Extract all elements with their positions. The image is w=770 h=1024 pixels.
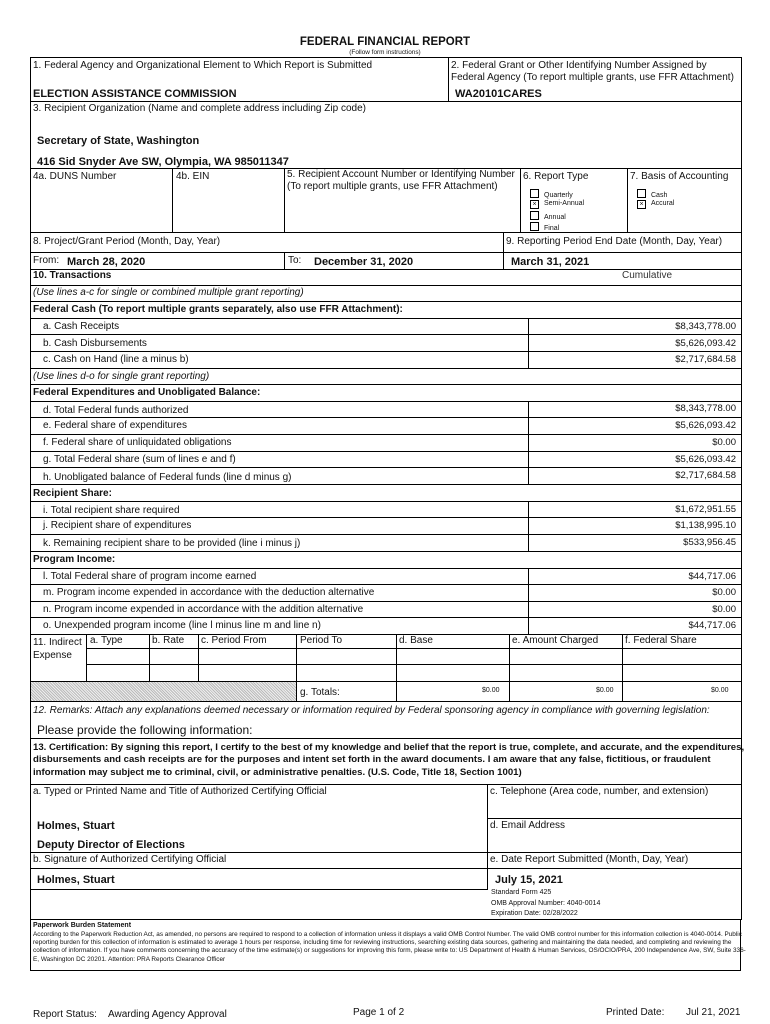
col-period-to: Period To: [300, 635, 343, 646]
box9-label: 9. Reporting Period End Date (Month, Day, Year): [506, 236, 723, 247]
checkbox-icon: [530, 222, 539, 231]
line-d-value: $8,343,778.00: [675, 403, 736, 414]
reporting-end-date: March 31, 2021: [511, 256, 590, 268]
sign-a-label: a. Typed or Printed Name and Title of Authorized Certifying Official: [33, 786, 327, 797]
box4a-label: 4a. DUNS Number: [33, 171, 117, 182]
program-income-heading: Program Income:: [33, 554, 116, 565]
line-o-label: o. Unexpended program income (line l minus line m and line n): [43, 620, 321, 631]
report-type-annual[interactable]: Annual: [530, 210, 566, 221]
line-n-value: $0.00: [712, 604, 736, 615]
line-a-label: a. Cash Receipts: [43, 321, 120, 332]
period-to: December 31, 2020: [314, 256, 414, 268]
col-rate: b. Rate: [152, 635, 185, 646]
box2-label-1: 2. Federal Grant or Other Identifying Number Assigned by: [451, 60, 707, 71]
period-to-label: To:: [288, 255, 302, 266]
line-l-value: $44,717.06: [688, 571, 736, 582]
col-period-from: c. Period From: [201, 635, 267, 646]
certification-text: 13. Certification: By signing this report, I certify to the best of my knowledge and belief that the report is true, complete, and accurate, and the expenditures, disbursements and cash receipts are for the purposes and intent set forth in the award documents. I am aware that any false, fictitious, or fraudulent information may subject me to criminal, civil, or administrative penalties. (U.S. Code, Title 18, Section 1001): [33, 742, 745, 778]
line-f-value: $0.00: [712, 437, 736, 448]
box8-label: 8. Project/Grant Period (Month, Day, Year): [33, 236, 221, 247]
box11-label-1: 11. Indirect: [33, 637, 82, 648]
line-i-label: i. Total recipient share required: [43, 505, 180, 516]
printed-date: Jul 21, 2021: [686, 1007, 741, 1018]
sign-e-label: e. Date Report Submitted (Month, Day, Year): [490, 854, 689, 865]
report-status-label: Report Status:: [33, 1009, 97, 1020]
shaded-area: [31, 682, 296, 701]
col-amount-charged: e. Amount Charged: [512, 635, 599, 646]
form-border-left: [30, 57, 31, 919]
line-j-value: $1,138,995.10: [675, 520, 736, 531]
col-base: d. Base: [399, 635, 433, 646]
checkbox-icon: [530, 211, 539, 220]
col-type: a. Type: [90, 635, 123, 646]
box3-label: 3. Recipient Organization (Name and complete address including Zip code): [33, 103, 366, 114]
remarks-text: Please provide the following information:: [37, 723, 253, 737]
basis-accrual[interactable]: × Accural: [637, 199, 674, 208]
line-m-label: m. Program income expended in accordance with the deduction alternative: [43, 587, 375, 598]
line-k-value: $533,956.45: [683, 537, 736, 548]
report-type-quarterly[interactable]: Quarterly: [530, 188, 573, 199]
box1-label: 1. Federal Agency and Organizational Element to Which Report is Submitted: [33, 60, 373, 71]
report-type-semi-annual[interactable]: × Semi-Annual: [530, 199, 584, 208]
note-lines-ac: (Use lines a-c for single or combined multiple grant reporting): [33, 287, 304, 298]
recipient-share-heading: Recipient Share:: [33, 488, 112, 499]
line-c-value: $2,717,684.58: [675, 354, 736, 365]
certifying-name: Holmes, Stuart: [37, 820, 115, 832]
line-e-label: e. Federal share of expenditures: [43, 420, 187, 431]
recipient-name: Secretary of State, Washington: [37, 135, 200, 147]
box5-label-2: (To report multiple grants, use FFR Attachment): [287, 181, 498, 192]
basis-cash[interactable]: Cash: [637, 188, 667, 199]
totals-label: g. Totals:: [300, 687, 340, 698]
line-l-label: l. Total Federal share of program income earned: [43, 571, 257, 582]
sign-b-label: b. Signature of Authorized Certifying Official: [33, 854, 227, 865]
omb-approval: OMB Approval Number: 4040-0014: [491, 900, 601, 907]
report-type-final[interactable]: Final: [530, 221, 559, 232]
box2-label-2: Federal Agency (To report multiple grants, use FFR Attachment): [451, 72, 734, 83]
line-f-label: f. Federal share of unliquidated obligations: [43, 437, 232, 448]
grant-number: WA20101CARES: [455, 88, 542, 100]
report-status: Awarding Agency Approval: [108, 1009, 227, 1020]
form-border-right: [741, 57, 742, 919]
federal-cash-heading: Federal Cash (To report multiple grants separately, also use FFR Attachment):: [33, 304, 403, 315]
period-from-label: From:: [33, 255, 60, 266]
col-federal-share: f. Federal Share: [625, 635, 697, 646]
box6-label: 6. Report Type: [523, 171, 589, 182]
line-a-value: $8,343,778.00: [675, 321, 736, 332]
recipient-address: 416 Sid Snyder Ave SW, Olympia, WA 985011347: [37, 156, 289, 168]
sign-d-label: d. Email Address: [490, 820, 566, 831]
checkbox-checked-icon: ×: [530, 200, 539, 209]
expiration-date: Expiration Date: 02/28/2022: [491, 910, 578, 917]
line-g-label: g. Total Federal share (sum of lines e and f): [43, 454, 236, 465]
signature: Holmes, Stuart: [37, 874, 115, 886]
box12-label: 12. Remarks: Attach any explanations deemed necessary or information required by Federal sponsoring agency in compliance with governing legislation:: [33, 705, 710, 716]
line-k-label: k. Remaining recipient share to be provided (line i minus j): [43, 538, 301, 549]
total-base: $0.00: [482, 687, 500, 694]
line-b-value: $5,626,093.42: [675, 338, 736, 349]
standard-form: Standard Form 425: [491, 889, 552, 896]
checkbox-icon: [530, 189, 539, 198]
date-submitted: July 15, 2021: [495, 874, 563, 886]
form-title: FEDERAL FINANCIAL REPORT: [299, 36, 471, 48]
line-n-label: n. Program income expended in accordance with the addition alternative: [43, 604, 364, 615]
box10-label: 10. Transactions: [33, 270, 112, 281]
certifying-title: Deputy Director of Elections: [37, 839, 185, 851]
line-c-label: c. Cash on Hand (line a minus b): [43, 354, 189, 365]
line-g-value: $5,626,093.42: [675, 454, 736, 465]
note-lines-do: (Use lines d-o for single grant reporting): [33, 371, 210, 382]
line-j-label: j. Recipient share of expenditures: [43, 520, 192, 531]
burden-title: Paperwork Burden Statement: [33, 922, 132, 929]
cumulative-header: Cumulative: [622, 270, 673, 281]
form-subtitle: (Follow form instructions): [349, 49, 421, 56]
box4b-label: 4b. EIN: [176, 171, 210, 182]
line-h-value: $2,717,684.58: [675, 470, 736, 481]
box11-label-2: Expense: [33, 650, 72, 661]
line-h-label: h. Unobligated balance of Federal funds (line d minus g): [43, 472, 292, 483]
printed-date-label: Printed Date:: [606, 1007, 665, 1018]
line-d-label: d. Total Federal funds authorized: [43, 405, 189, 416]
line-o-value: $44,717.06: [688, 620, 736, 631]
box7-label: 7. Basis of Accounting: [630, 171, 729, 182]
box5-label-1: 5. Recipient Account Number or Identifying Number: [287, 169, 515, 180]
sign-c-label: c. Telephone (Area code, number, and extension): [490, 786, 709, 797]
agency-name: ELECTION ASSISTANCE COMMISSION: [33, 88, 237, 100]
burden-text: According to the Paperwork Reduction Act, as amended, no persons are required to respond to a collection of information unless it displays a valid OMB Control Number. The valid OMB control number for this information collection is 4040-0014. Public reporting burden for this collection of information is estimated to average 1 hours per response, including time for reviewing instructions, searching existing data sources, gathering and maintaining the data needed, and completing and reviewing the collection of information. If you have comments concerning the accuracy of the time estimate(s) or suggestions for improving this form, please write to: US Department of Health & Human Services, OS/OCIO/PRA, 200 Independence Ave, SW, Suite 336-E, Washington DC 20201. Attention: PRA Reports Clearance Officer: [33, 931, 746, 963]
checkbox-checked-icon: ×: [637, 200, 646, 209]
page-number: Page 1 of 2: [353, 1007, 405, 1018]
total-amount-charged: $0.00: [596, 687, 614, 694]
line-b-label: b. Cash Disbursements: [43, 338, 147, 349]
period-from: March 28, 2020: [67, 256, 146, 268]
checkbox-icon: [637, 189, 646, 198]
federal-expenditures-heading: Federal Expenditures and Unobligated Balance:: [33, 387, 261, 398]
line-m-value: $0.00: [712, 587, 736, 598]
total-federal-share: $0.00: [711, 687, 729, 694]
line-e-value: $5,626,093.42: [675, 420, 736, 431]
line-i-value: $1,672,951.55: [675, 504, 736, 515]
